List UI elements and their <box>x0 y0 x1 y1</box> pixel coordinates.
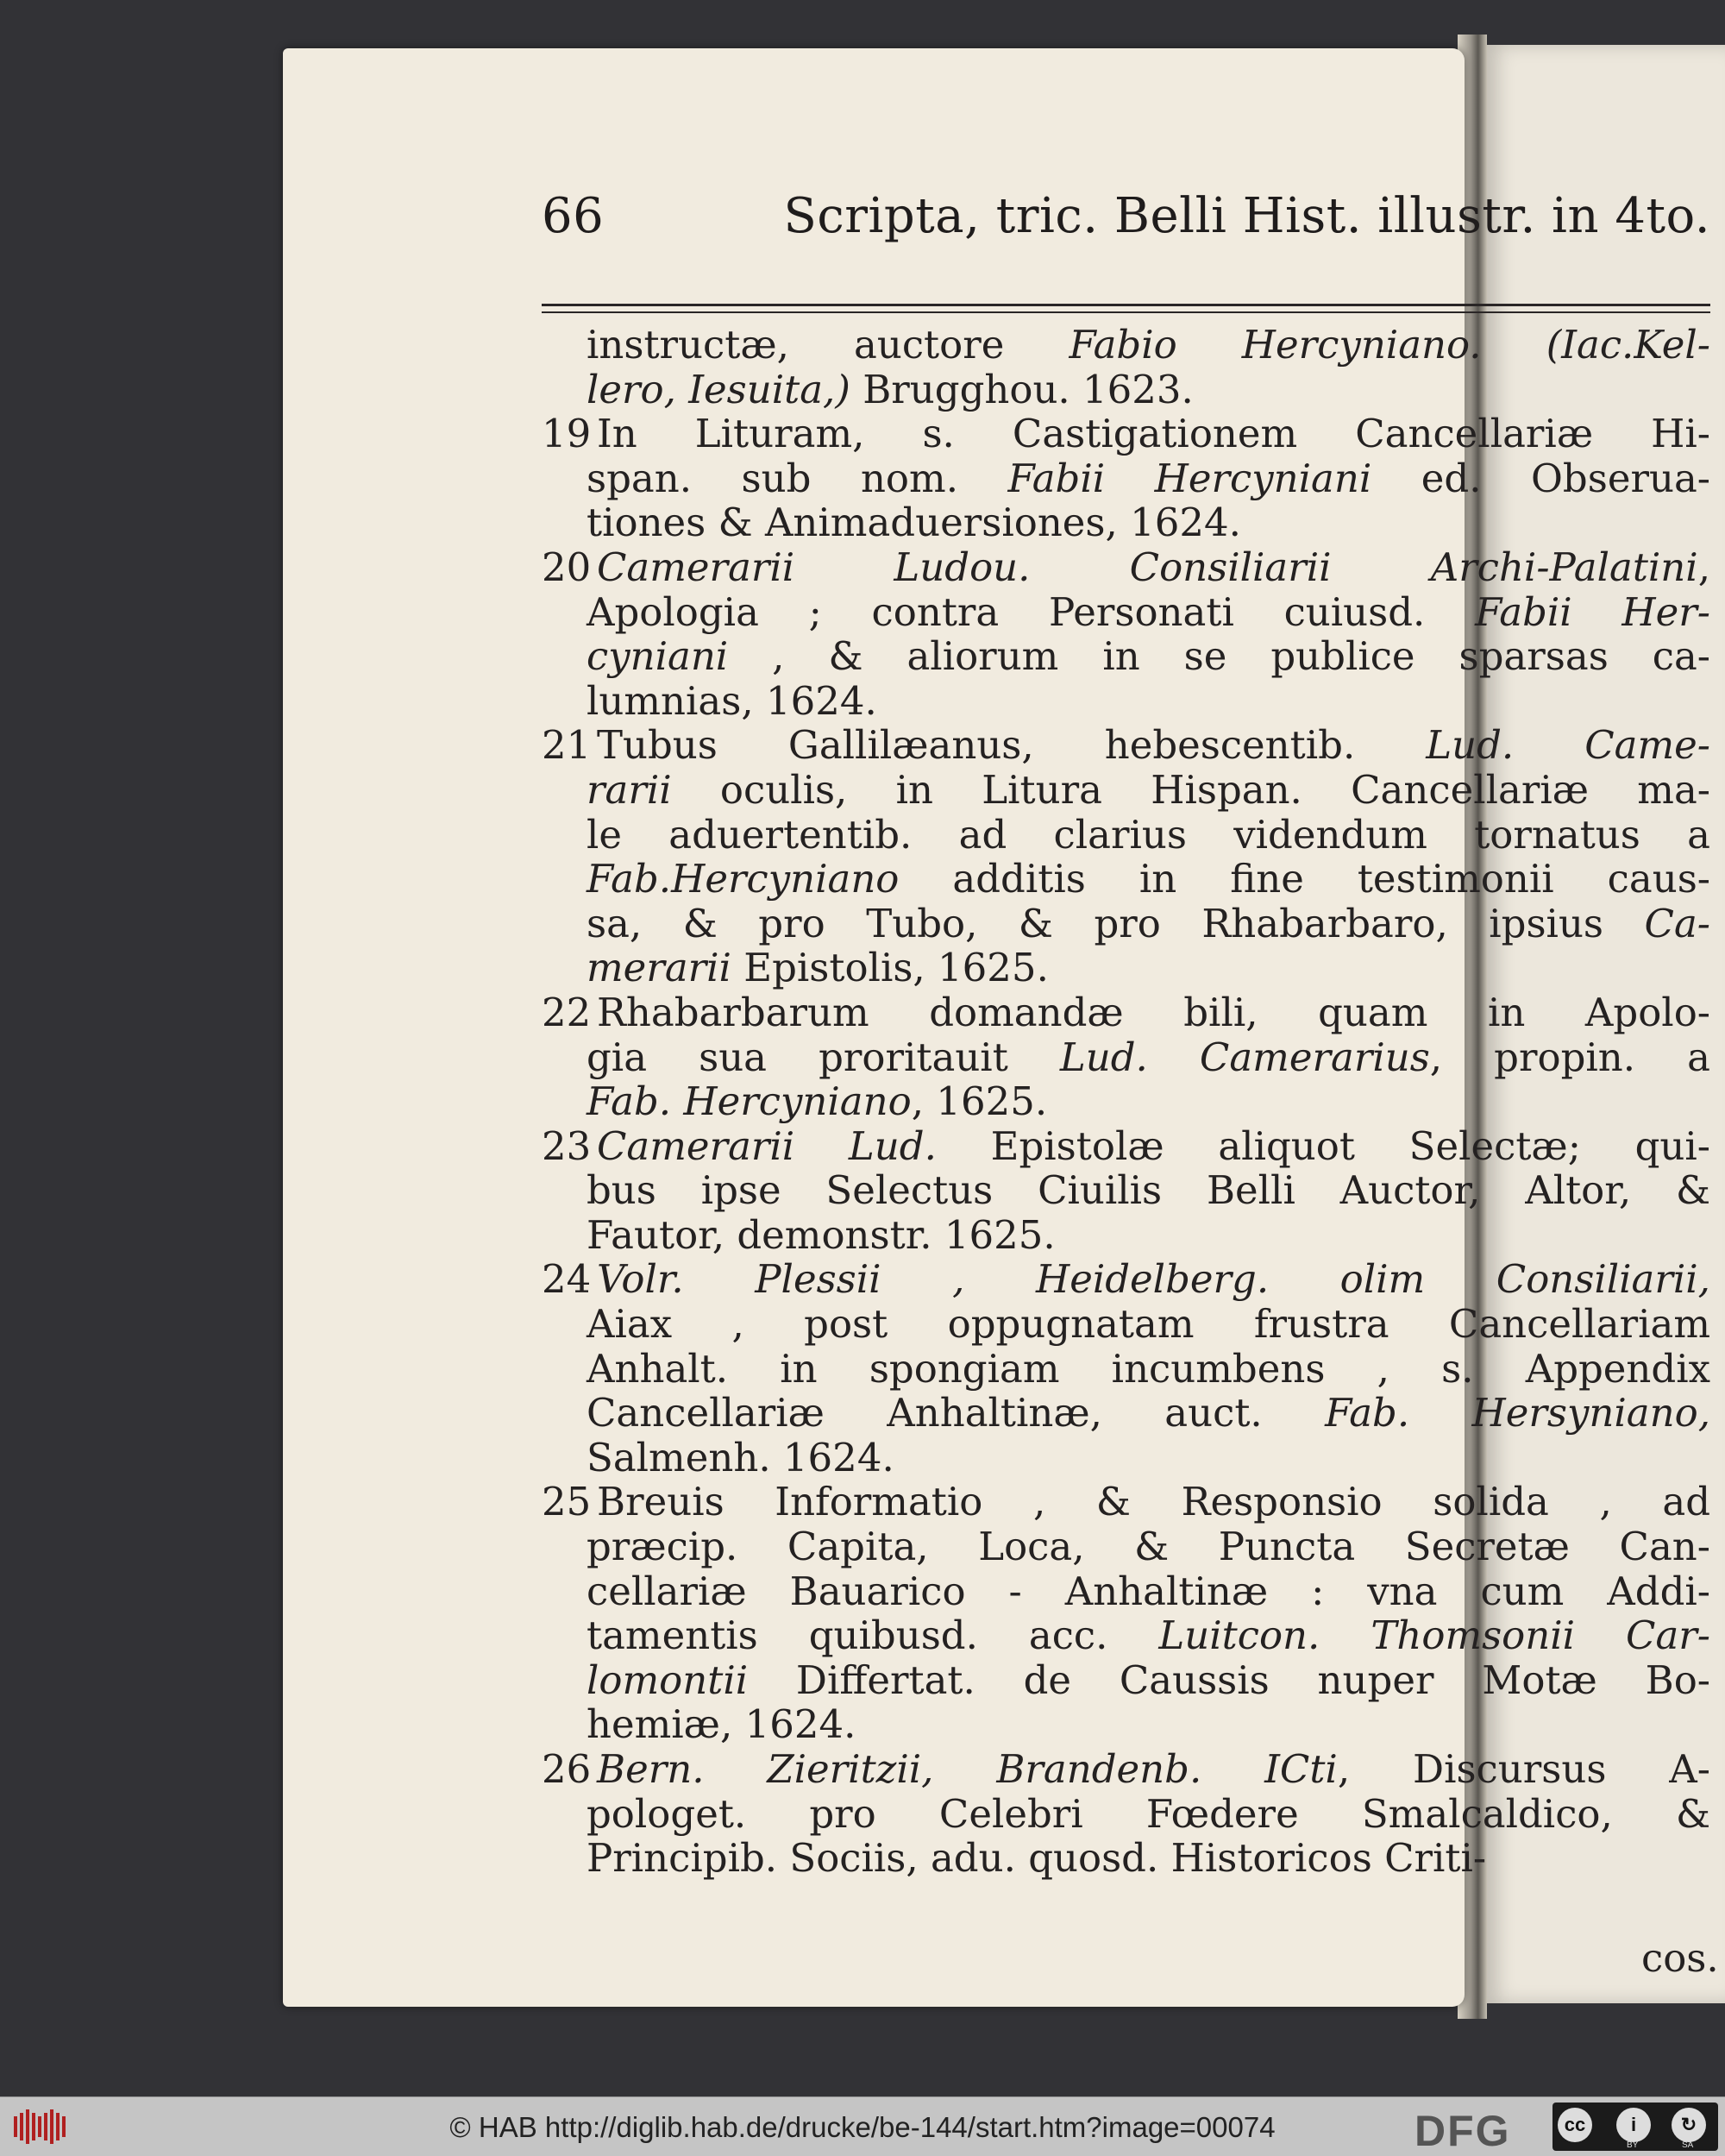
bibliography-entry <box>542 1747 1710 1881</box>
italic-text: Camerarii Ludou. Consiliarii Archi-Palatini <box>597 544 1698 590</box>
by-attribution-icon: i <box>1616 2108 1651 2142</box>
text-line <box>542 1257 1710 1302</box>
roman-text: tiones & Animaduersiones, 1624. <box>586 500 1241 546</box>
entry-number: 20 <box>542 544 592 590</box>
text-line <box>542 634 1710 679</box>
entry-number: 22 <box>542 989 592 1035</box>
entry-number: 23 <box>542 1122 592 1169</box>
roman-text: ed. Obserua- <box>1371 455 1710 501</box>
citation-link[interactable]: © HAB http://diglib.hab.de/drucke/be-144/start.htm?image=00074 <box>449 2111 1276 2143</box>
roman-text: oculis, in Litura Hispan. Cancellariæ ma- <box>671 766 1710 813</box>
italic-text: Fabii Hercyniani <box>1007 455 1372 501</box>
text-line <box>542 1436 1710 1480</box>
italic-text: Fab.Hercyniano <box>586 856 900 902</box>
italic-text: Fab. Hersyniano, <box>1325 1390 1710 1436</box>
bibliography-entry <box>542 1124 1710 1258</box>
catchword: cos. <box>1641 1935 1719 1981</box>
text-line <box>542 1347 1710 1392</box>
italic-text: merarii <box>586 945 731 991</box>
text-line <box>542 902 1710 946</box>
sa-label: SA <box>1682 2140 1694 2150</box>
roman-text: Rhabarbarum domandæ bili, quam in Apolo- <box>597 989 1710 1035</box>
text-line <box>542 545 1710 590</box>
italic-text: Luitcon. Thomsonii Car- <box>1158 1612 1710 1659</box>
text-line <box>542 1213 1710 1258</box>
text-line <box>542 1079 1710 1124</box>
text-line <box>542 723 1710 768</box>
roman-text: hemiæ, 1624. <box>586 1701 856 1748</box>
entry-number: 24 <box>542 1256 592 1303</box>
bibliography-entry <box>542 1257 1710 1480</box>
roman-text: sa, & pro Tubo, & pro Rhabarbaro, ipsius <box>586 900 1645 946</box>
roman-text: Epistolis, 1625. <box>731 945 1049 991</box>
roman-text: bus ipse Selectus Ciuilis Belli Auctor, Altor, & <box>586 1167 1710 1214</box>
roman-text: Tubus Gallilæanus, hebescentib. <box>597 722 1427 769</box>
roman-text: lumnias, 1624. <box>586 677 877 724</box>
page-number: 66 <box>542 188 605 244</box>
roman-text: , & aliorum in se publice sparsas ca- <box>728 633 1710 680</box>
roman-text: Fautor, demonstr. 1625. <box>586 1211 1056 1258</box>
roman-text: instructæ, auctore <box>586 322 1070 368</box>
cc-license-badge[interactable] <box>1552 2103 1718 2151</box>
entry-number: 21 <box>542 722 592 769</box>
roman-text: Epistolæ aliquot Selectæ; qui- <box>936 1122 1710 1169</box>
bibliography-entry <box>542 990 1710 1124</box>
roman-text: , propin. a <box>1429 1034 1710 1080</box>
text-line <box>542 1658 1710 1703</box>
roman-text: Salmenh. 1624. <box>586 1434 894 1480</box>
italic-text: rarii <box>586 766 672 813</box>
text-line <box>542 1168 1710 1213</box>
text-line <box>542 990 1710 1035</box>
running-head <box>542 188 1710 244</box>
page-body <box>542 323 1710 1881</box>
entry-number: 19 <box>542 411 592 457</box>
text-line <box>542 768 1710 813</box>
roman-text: Brugghou. 1623. <box>850 366 1194 412</box>
text-line <box>542 1391 1710 1436</box>
text-line <box>542 946 1710 990</box>
roman-text: , Discursus A- <box>1337 1746 1711 1792</box>
text-line <box>542 1480 1710 1524</box>
text-line <box>542 1792 1710 1837</box>
roman-text: Aiax , post oppugnatam frustra Cancellariam <box>586 1301 1710 1348</box>
text-line <box>542 1702 1710 1747</box>
roman-text: In Lituram, s. Castigationem Cancellariæ Hi- <box>597 411 1710 457</box>
text-line <box>542 1524 1710 1569</box>
italic-text: Fabii Her- <box>1475 588 1710 635</box>
book-page <box>283 48 1719 2007</box>
text-line <box>542 500 1710 545</box>
text-line <box>542 1302 1710 1347</box>
entry-number: 25 <box>542 1479 592 1525</box>
text-line <box>542 368 1710 412</box>
dfg-logo: DFG <box>1414 2107 1511 2155</box>
roman-text: præcip. Capita, Loca, & Puncta Secretæ Can- <box>586 1524 1710 1570</box>
italic-text: cyniani <box>586 633 729 680</box>
text-line <box>542 1124 1710 1169</box>
roman-text: Breuis Informatio , & Responsio solida , ad <box>597 1479 1710 1525</box>
italic-text: Lud. Camerarius <box>1059 1034 1430 1080</box>
sa-sharealike-icon: ↻ <box>1672 2108 1706 2142</box>
roman-text: Anhalt. in spongiam incumbens , s. Appendix <box>586 1345 1710 1392</box>
text-line <box>542 456 1710 501</box>
italic-text: Volr. Plessii , Heidelberg. olim Consiliarii, <box>597 1256 1710 1303</box>
by-label: BY <box>1627 2140 1639 2150</box>
roman-text: , <box>1697 544 1710 590</box>
bibliography-entry <box>542 723 1710 990</box>
head-rule <box>542 304 1710 313</box>
text-line <box>542 1613 1710 1658</box>
italic-text: lomontii <box>586 1656 749 1703</box>
roman-text: span. sub nom. <box>586 455 1008 501</box>
bibliography-entry <box>542 545 1710 723</box>
roman-text: , 1625. <box>911 1078 1048 1125</box>
roman-text: tamentis quibusd. acc. <box>586 1612 1159 1659</box>
italic-text: Fabio Hercyniano. (Iac.Kel- <box>1069 322 1710 368</box>
roman-text: additis in fine testimonii caus- <box>899 856 1710 902</box>
text-line <box>542 679 1710 724</box>
text-line <box>542 1569 1710 1614</box>
viewer-footer <box>0 2096 1725 2156</box>
roman-text: Principib. Sociis, adu. quosd. Historicos Criti- <box>586 1835 1487 1882</box>
roman-text: cellariæ Bauarico - Anhaltinæ : vna cum Addi- <box>586 1568 1710 1614</box>
italic-text: Lud. Came- <box>1426 722 1711 769</box>
roman-text: Differtat. de Caussis nuper Motæ Bo- <box>748 1656 1710 1703</box>
text-line <box>542 412 1710 456</box>
italic-text: Camerarii Lud. <box>597 1122 937 1169</box>
bibliography-entry <box>542 412 1710 545</box>
text-line <box>542 1747 1710 1792</box>
text-line <box>542 323 1710 368</box>
roman-text: le aduertentib. ad clarius videndum tornatus a <box>586 811 1710 858</box>
text-line <box>542 1836 1710 1881</box>
text-line <box>542 1035 1710 1080</box>
italic-text: Ca- <box>1644 900 1710 946</box>
bibliography-entry <box>542 1480 1710 1747</box>
italic-text: lero, Iesuita,) <box>586 366 850 412</box>
running-title: Scripta, tric. Belli Hist. illustr. in 4to. <box>783 188 1710 244</box>
text-line <box>542 857 1710 902</box>
italic-text: Fab. Hercyniano <box>586 1078 912 1125</box>
cc-license-icon: cc <box>1558 2108 1592 2142</box>
italic-text: Bern. Zieritzii, Brandenb. ICti <box>597 1746 1338 1792</box>
text-line <box>542 813 1710 858</box>
roman-text: gia sua proritauit <box>586 1034 1060 1080</box>
text-line <box>542 590 1710 635</box>
roman-text: Cancellariæ Anhaltinæ, auct. <box>586 1390 1326 1436</box>
roman-text: Apologia ; contra Personati cuiusd. <box>586 588 1476 635</box>
roman-text: pologet. pro Celebri Fœdere Smalcaldico, & <box>586 1790 1710 1837</box>
entry-number: 26 <box>542 1746 592 1792</box>
bibliography-entry <box>542 323 1710 412</box>
